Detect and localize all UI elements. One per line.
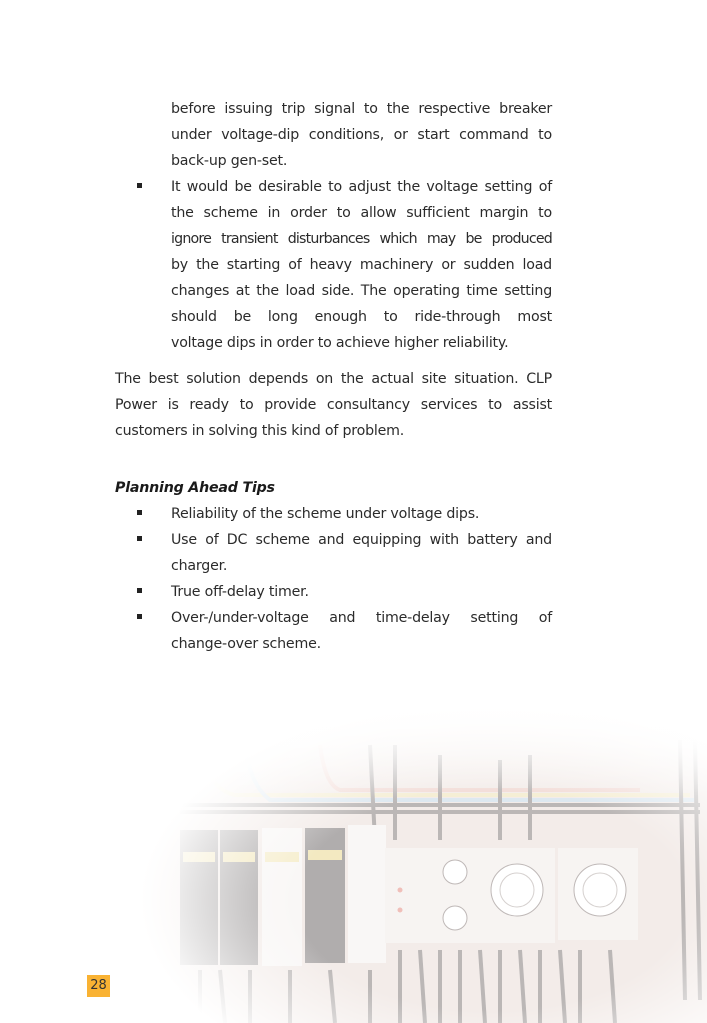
bullet-icon [137,536,142,541]
bullet-icon [137,510,142,515]
text-line: before issuing trip signal to the respective breaker [171,101,552,117]
text-line: by the starting of heavy machinery or sudden load [171,257,552,273]
text-line: under voltage-dip conditions, or start command to [171,127,552,143]
tip-item: charger. [171,558,228,574]
text-line: changes at the load side. The operating time setting [171,283,552,299]
text-line: voltage dips in order to achieve higher reliability. [171,335,509,351]
text-line: should be long enough to ride-through most [171,309,552,325]
bullet-icon [137,588,142,593]
control-panel-illustration [140,700,707,1023]
text-line: Power is ready to provide consultancy services to assist [115,397,552,413]
text-line: customers in solving this kind of problem. [115,423,405,439]
text-line: The best solution depends on the actual site situation. CLP [115,371,552,387]
bullet-icon [137,614,142,619]
tip-item: Use of DC scheme and equipping with battery and [171,532,552,548]
page-number: 28 [87,975,110,997]
section-heading: Planning Ahead Tips [115,480,275,496]
tip-item: Reliability of the scheme under voltage dips. [171,506,480,522]
bullet-icon [137,183,142,188]
tip-item: change-over scheme. [171,636,321,652]
text-line: back-up gen-set. [171,153,288,169]
tip-item: Over-/under-voltage and time-delay setting of [171,610,552,626]
text-line: It would be desirable to adjust the voltage setting of [171,179,552,195]
control-panel-photo [140,700,707,1023]
text-line: ignore transient disturbances which may be produced [171,231,552,247]
tip-item: True off-delay timer. [171,584,309,600]
text-line: the scheme in order to allow sufficient margin to [171,205,552,221]
